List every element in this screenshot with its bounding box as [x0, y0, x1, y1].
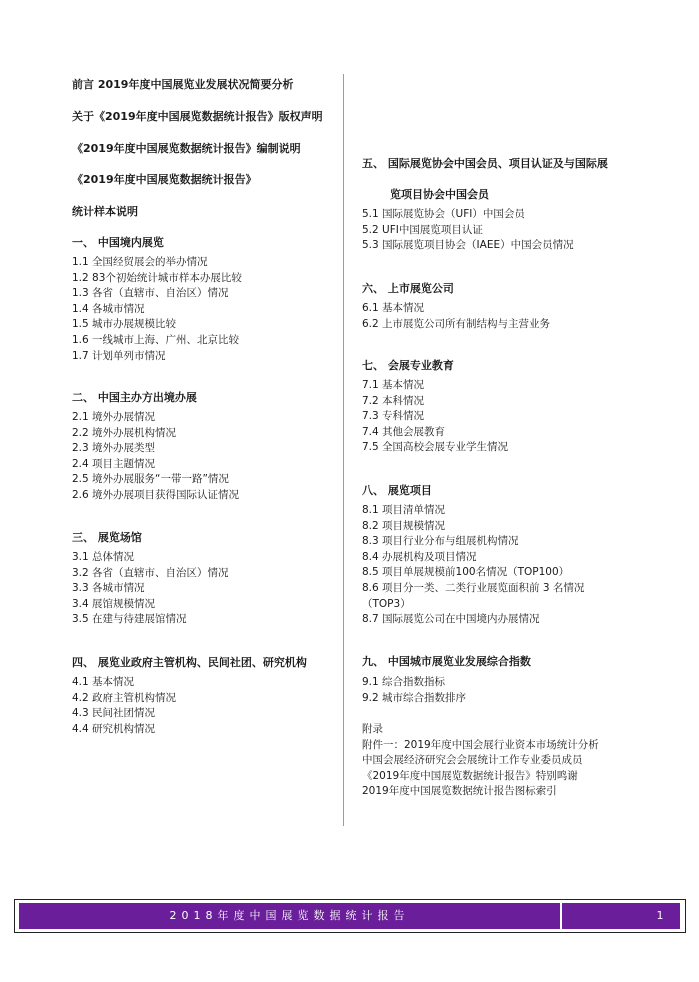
- section-8-list: [362, 503, 584, 628]
- toc-item[interactable]: 8.7 国际展览公司在中国境内办展情况: [362, 613, 540, 626]
- toc-item[interactable]: 1.2 83个初始统计城市样本办展比较: [72, 271, 242, 284]
- section-3-title[interactable]: 三、 展览场馆: [72, 531, 142, 544]
- section-4-title[interactable]: 四、 展览业政府主管机构、民间社团、研究机构: [72, 656, 307, 669]
- toc-item-continuation[interactable]: （TOP3）: [362, 597, 411, 610]
- toc-item[interactable]: 2.4 项目主题情况: [72, 457, 156, 470]
- toc-item[interactable]: 7.1 基本情况: [362, 379, 425, 391]
- toc-item[interactable]: 3.5 在建与待建展馆情况: [72, 613, 187, 626]
- section-2-title[interactable]: 二、 中国主办方出境办展: [72, 391, 197, 404]
- toc-item[interactable]: 4.2 政府主管机构情况: [72, 691, 177, 704]
- toc-item[interactable]: 1.1 全国经贸展会的举办情况: [72, 256, 208, 268]
- toc-item[interactable]: 4.3 民间社团情况: [72, 707, 156, 720]
- toc-item[interactable]: 3.2 各省（直辖市、自治区）情况: [72, 566, 229, 579]
- appendix-item[interactable]: 《2019年度中国展览数据统计报告》特别鸣谢: [362, 769, 578, 782]
- toc-item[interactable]: 4.1 基本情况: [72, 676, 135, 688]
- toc-item[interactable]: 7.2 本科情况: [362, 394, 425, 407]
- toc-item[interactable]: 1.6 一线城市上海、广州、北京比较: [72, 333, 240, 346]
- section-2-list: [72, 410, 239, 504]
- section-9-list: [362, 675, 466, 706]
- toc-item[interactable]: 8.1 项目清单情况: [362, 504, 446, 516]
- toc-item[interactable]: 2.3 境外办展类型: [72, 442, 156, 455]
- section-6-title[interactable]: 六、 上市展览公司: [362, 282, 454, 295]
- toc-item[interactable]: 8.3 项目行业分布与组展机构情况: [362, 535, 519, 548]
- column-divider: [343, 74, 344, 826]
- toc-heading-copyright[interactable]: 关于《2019年度中国展览数据统计报告》版权声明: [72, 110, 323, 123]
- section-5-title-line2[interactable]: 览项目协会中国会员: [390, 188, 489, 201]
- footer-separator: [560, 903, 562, 929]
- section-5-list: [362, 207, 574, 254]
- toc-heading-sample[interactable]: 统计样本说明: [72, 205, 138, 218]
- toc-item[interactable]: 6.1 基本情况: [362, 302, 425, 314]
- toc-item[interactable]: 9.2 城市综合指数排序: [362, 691, 467, 704]
- section-8-title[interactable]: 八、 展览项目: [362, 484, 432, 497]
- toc-item[interactable]: 1.5 城市办展规模比较: [72, 318, 177, 331]
- page-number: 1: [656, 909, 664, 922]
- toc-item[interactable]: 1.3 各省（直辖市、自治区）情况: [72, 287, 229, 300]
- toc-item[interactable]: 7.5 全国高校会展专业学生情况: [362, 441, 509, 454]
- toc-heading-compilation[interactable]: 《2019年度中国展览数据统计报告》编制说明: [72, 142, 301, 155]
- appendix-item[interactable]: 附件一：2019年度中国会展行业资本市场统计分析: [362, 738, 599, 751]
- section-6-list: [362, 301, 550, 332]
- toc-item[interactable]: 6.2 上市展览公司所有制结构与主营业务: [362, 317, 551, 330]
- toc-item[interactable]: 8.5 项目单展规模前100名情况（TOP100）: [362, 566, 570, 579]
- section-7-title[interactable]: 七、 会展专业教育: [362, 359, 454, 372]
- toc-item[interactable]: 9.1 综合指数指标: [362, 676, 446, 688]
- toc-heading-report[interactable]: 《2019年度中国展览数据统计报告》: [72, 173, 257, 186]
- section-5-title-line1[interactable]: 五、 国际展览协会中国会员、项目认证及与国际展: [362, 157, 608, 170]
- toc-item[interactable]: 3.1 总体情况: [72, 551, 135, 563]
- toc-item[interactable]: 8.4 办展机构及项目情况: [362, 550, 477, 563]
- toc-item[interactable]: 4.4 研究机构情况: [72, 722, 156, 735]
- toc-item[interactable]: 3.4 展馆规模情况: [72, 597, 156, 610]
- section-4-list: [72, 675, 176, 737]
- section-1-title[interactable]: 一、 中国境内展览: [72, 236, 164, 249]
- appendix-block: [362, 722, 599, 800]
- toc-item[interactable]: 7.3 专科情况: [362, 410, 425, 423]
- toc-item[interactable]: 5.2 UFI中国展览项目认证: [362, 223, 483, 236]
- appendix-item[interactable]: 2019年度中国展览数据统计报告图标索引: [362, 785, 557, 798]
- footer-title: 2018年度中国展览数据统计报告: [169, 909, 410, 922]
- toc-item[interactable]: 8.2 项目规模情况: [362, 519, 446, 532]
- appendix-item[interactable]: 中国会展经济研究会会展统计工作专业委员成员: [362, 754, 583, 767]
- toc-item[interactable]: 5.1 国际展览协会（UFI）中国会员: [362, 208, 525, 220]
- section-1-list: [72, 255, 242, 364]
- toc-item[interactable]: 1.4 各城市情况: [72, 302, 145, 315]
- toc-item[interactable]: 7.4 其他会展教育: [362, 425, 446, 438]
- toc-item[interactable]: 1.7 计划单列市情况: [72, 349, 166, 362]
- section-9-title[interactable]: 九、 中国城市展览业发展综合指数: [362, 655, 531, 668]
- toc-item[interactable]: 2.2 境外办展机构情况: [72, 426, 177, 439]
- toc-item[interactable]: 2.1 境外办展情况: [72, 411, 156, 423]
- toc-item[interactable]: 5.3 国际展览项目协会（IAEE）中国会员情况: [362, 239, 574, 252]
- appendix-title: 附录: [362, 723, 383, 735]
- toc-item[interactable]: 3.3 各城市情况: [72, 582, 145, 595]
- toc-item[interactable]: 8.6 项目分一类、二类行业展览面积前 3 名情况: [362, 581, 585, 594]
- section-3-list: [72, 550, 229, 628]
- toc-item[interactable]: 2.6 境外办展项目获得国际认证情况: [72, 488, 240, 501]
- toc-heading-preface[interactable]: 前言 2019年度中国展览业发展状况简要分析: [72, 78, 294, 91]
- section-7-list: [362, 378, 508, 456]
- toc-item[interactable]: 2.5 境外办展服务“一带一路”情况: [72, 473, 229, 486]
